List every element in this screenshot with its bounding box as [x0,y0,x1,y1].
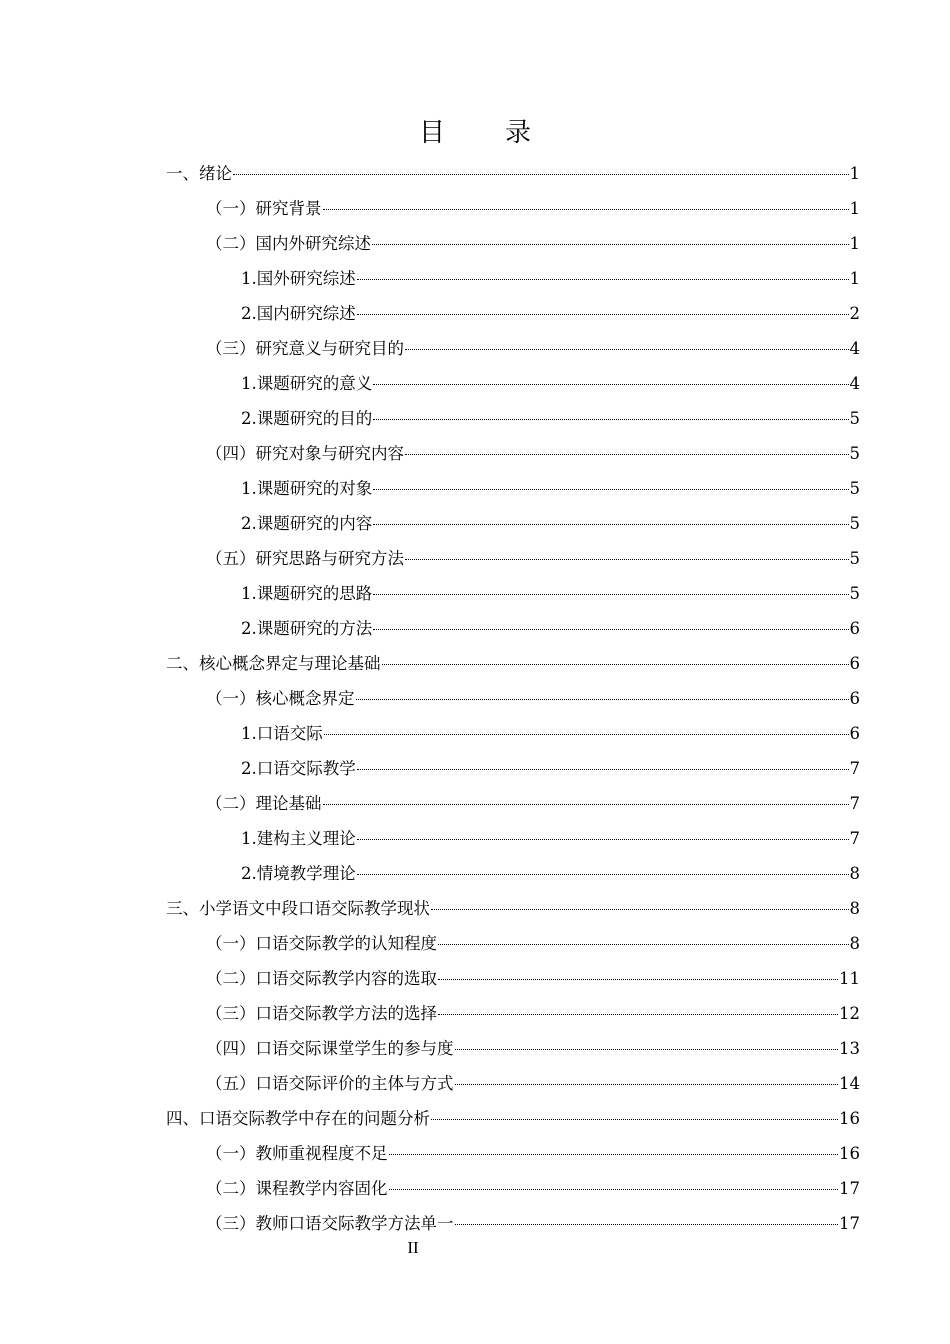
toc-entry-label: （五）口语交际评价的主体与方式 [206,1074,454,1093]
toc-entry[interactable] [241,300,860,328]
toc-entry[interactable] [241,510,860,538]
toc-page-number: 1 [849,269,860,288]
toc-entry[interactable] [241,615,860,643]
toc-entry-label: 一、绪论 [166,164,232,183]
toc-entry[interactable] [206,965,860,993]
toc-page-number: 14 [839,1074,860,1093]
toc-dot-leader [405,454,849,455]
toc-page-number: 2 [849,304,860,323]
toc-dot-leader [431,1119,838,1120]
toc-page-number: 6 [849,654,860,673]
toc-page-number: 11 [839,969,860,988]
toc-page-number: 5 [849,444,860,463]
toc-entry[interactable] [206,1070,860,1098]
toc-entry-label: 1.课题研究的意义 [241,374,373,393]
toc-entry-label: 四、口语交际教学中存在的问题分析 [166,1109,430,1128]
toc-entry[interactable] [166,650,860,678]
toc-dot-leader [438,944,849,945]
toc-entry-label: 2.课题研究的内容 [241,514,373,533]
toc-dot-leader [389,1189,839,1190]
toc-dot-leader [324,734,849,735]
toc-dot-leader [405,349,849,350]
toc-dot-leader [357,314,849,315]
toc-entry[interactable] [206,1035,860,1063]
toc-entry[interactable] [206,440,860,468]
toc-dot-leader [373,384,848,385]
title-char-2: 录 [505,118,532,148]
toc-entry-label: （一）教师重视程度不足 [206,1144,388,1163]
toc-entry[interactable] [206,685,860,713]
toc-page-number: 7 [849,759,860,778]
toc-dot-leader [357,279,849,280]
toc-page-number: 7 [849,829,860,848]
toc-dot-leader [438,979,838,980]
toc-entry-label: （一）核心概念界定 [206,689,355,708]
toc-dot-leader [455,1224,839,1225]
toc-page-number: 16 [839,1109,860,1128]
toc-dot-leader [455,1049,839,1050]
toc-entry[interactable] [241,860,860,888]
toc-entry-label: 2.课题研究的目的 [241,409,373,428]
toc-dot-leader [357,839,849,840]
toc-entry[interactable] [166,160,860,188]
toc-page-number: 7 [849,794,860,813]
toc-entry-label: （四）口语交际课堂学生的参与度 [206,1039,454,1058]
toc-dot-leader [357,769,849,770]
toc-dot-leader [356,699,849,700]
toc-dot-leader [431,909,849,910]
toc-entry[interactable] [206,1000,860,1028]
toc-page-number: 6 [849,724,860,743]
toc-page-number: 1 [849,199,860,218]
toc-page-number: 5 [849,479,860,498]
toc-entry-label: （二）理论基础 [206,794,322,813]
toc-entry[interactable] [206,545,860,573]
toc-entry-label: （四）研究对象与研究内容 [206,444,404,463]
toc-entry-label: （一）研究背景 [206,199,322,218]
toc-entry[interactable] [206,790,860,818]
toc-dot-leader [455,1084,839,1085]
toc-page-number: 16 [839,1144,860,1163]
toc-entry-label: 2.口语交际教学 [241,759,356,778]
toc-dot-leader [373,489,848,490]
toc-entry-label: 2.情境教学理论 [241,864,356,883]
toc-page-number: 8 [849,864,860,883]
toc-page-number: 5 [849,514,860,533]
toc-page-number: 6 [849,619,860,638]
toc-entry[interactable] [206,930,860,958]
toc-entry[interactable] [241,370,860,398]
toc-dot-leader [323,804,849,805]
toc-entry-label: 三、小学语文中段口语交际教学现状 [166,899,430,918]
toc-dot-leader [372,244,849,245]
toc-dot-leader [357,874,849,875]
toc-entry[interactable] [241,405,860,433]
toc-entry[interactable] [241,825,860,853]
toc-dot-leader [438,1014,838,1015]
toc-page-number: 1 [849,234,860,253]
toc-page-number: 5 [849,549,860,568]
toc-entry[interactable] [241,265,860,293]
toc-entry-label: （三）口语交际教学方法的选择 [206,1004,437,1023]
toc-page-number: 5 [849,409,860,428]
toc-page-number: 4 [849,374,860,393]
toc-entry[interactable] [241,755,860,783]
toc-dot-leader [373,524,848,525]
toc-dot-leader [233,174,849,175]
toc-page-number: 5 [849,584,860,603]
toc-entry[interactable] [166,1105,860,1133]
toc-page-number: 8 [849,899,860,918]
toc-entry[interactable] [206,1140,860,1168]
page-number-footer: II [407,1238,419,1257]
toc-entry-label: 1.课题研究的思路 [241,584,373,603]
page-title [0,112,950,149]
toc-entry[interactable] [206,335,860,363]
toc-dot-leader [389,1154,839,1155]
toc-entry[interactable] [206,230,860,258]
toc-entry[interactable] [241,475,860,503]
toc-entry[interactable] [206,195,860,223]
toc-entry[interactable] [241,580,860,608]
toc-page-number: 12 [839,1004,860,1023]
toc-entry-label: （二）课程教学内容固化 [206,1179,388,1198]
toc-page-number: 6 [849,689,860,708]
toc-entry-label: （三）教师口语交际教学方法单一 [206,1214,454,1233]
toc-entry-label: 1.口语交际 [241,724,323,743]
toc-dot-leader [373,629,848,630]
toc-dot-leader [405,559,849,560]
toc-page-number: 8 [849,934,860,953]
toc-entry-label: （三）研究意义与研究目的 [206,339,404,358]
toc-entry[interactable] [206,1175,860,1203]
toc-entry-label: 2.课题研究的方法 [241,619,373,638]
toc-entry[interactable] [166,895,860,923]
toc-entry-label: （二）口语交际教学内容的选取 [206,969,437,988]
toc-page-number: 17 [839,1179,860,1198]
toc-entry-label: 二、核心概念界定与理论基础 [166,654,381,673]
toc-dot-leader [382,664,849,665]
toc-dot-leader [323,209,849,210]
toc-dot-leader [373,594,848,595]
title-char-1: 目 [418,118,445,148]
toc-entry-label: （五）研究思路与研究方法 [206,549,404,568]
toc-entry[interactable] [206,1210,860,1238]
toc-entry-label: 2.国内研究综述 [241,304,356,323]
toc-page-number: 4 [849,339,860,358]
toc-page-number: 1 [849,164,860,183]
toc-entry-label: （一）口语交际教学的认知程度 [206,934,437,953]
toc-page-number: 13 [839,1039,860,1058]
toc-page-number: 17 [839,1214,860,1233]
toc-entry[interactable] [241,720,860,748]
toc-entry-label: 1.课题研究的对象 [241,479,373,498]
toc-entry-label: 1.建构主义理论 [241,829,356,848]
toc-dot-leader [373,419,848,420]
toc-entry-label: 1.国外研究综述 [241,269,356,288]
toc-entry-label: （二）国内外研究综述 [206,234,371,253]
